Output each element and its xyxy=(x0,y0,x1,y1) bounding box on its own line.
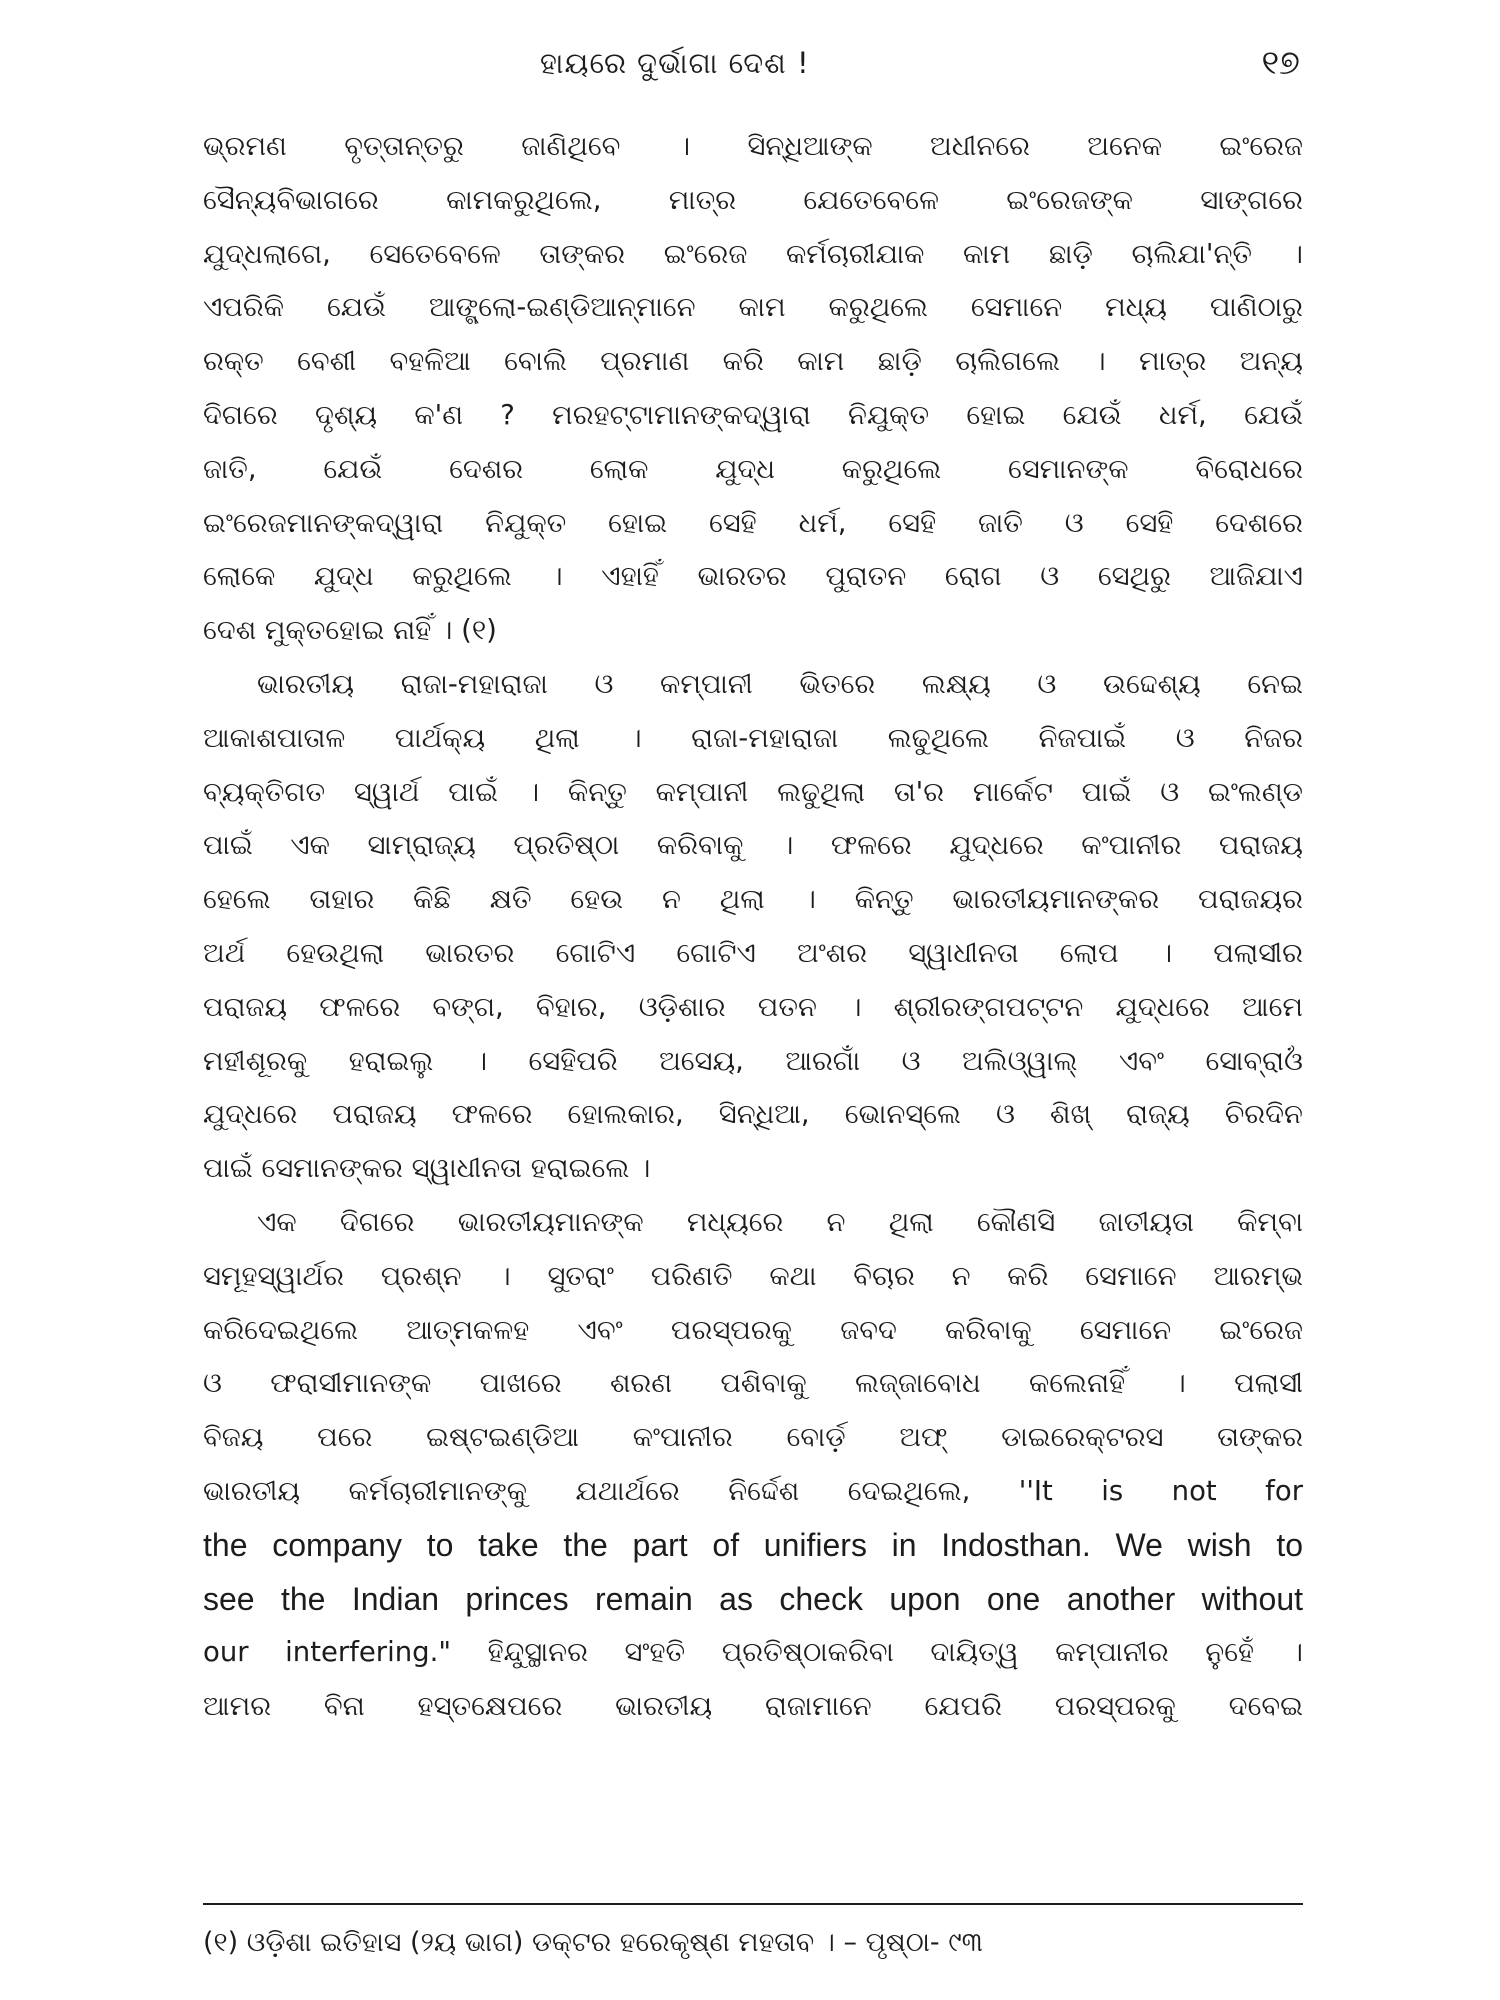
text-line: ପାଇଁ ଏକ ସାମ୍ରାଜ୍ୟ ପ୍ରତିଷ୍ଠା କରିବାକୁ । ଫଳରେ ଯୁଦ୍ଧରେ କଂପାନୀର ପରାଜୟ xyxy=(203,829,1303,862)
text-line: ଲୋକେ ଯୁଦ୍ଧ କରୁଥିଲେ । ଏହାହିଁ ଭାରତର ପୁରାତନ ରୋଗ ଓ ସେଥିରୁ ଆଜିଯାଏ xyxy=(203,560,1303,593)
text-line: ରକ୍ତ ବେଶୀ ବହଳିଆ ବୋଲି ପ୍ରମାଣ କରି କାମ ଛାଡ଼ି ଚାଲିଗଲେ । ମାତ୍ର ଅନ୍ୟ xyxy=(203,345,1303,378)
running-header xyxy=(200,38,1300,88)
text-line: ସୈନ୍ୟବିଭାଗରେ କାମକରୁଥିଲେ, ମାତ୍ର ଯେତେବେଳେ ଇଂରେଜଙ୍କ ସାଙ୍ଗରେ xyxy=(203,183,1303,216)
text-line: ଜାତି, ଯେଉଁ ଦେଶର ଲୋକ ଯୁଦ୍ଧ କରୁଥିଲେ ସେମାନଙ୍କ ବିରୋଧରେ xyxy=(203,452,1303,485)
text-line: ଭାରତୀୟ ରାଜା-ମହାରାଜା ଓ କମ୍ପାନୀ ଭିତରେ ଲକ୍ଷ୍ୟ ଓ ଉଦ୍ଦେଶ୍ୟ ନେଇ xyxy=(257,667,1303,700)
running-title: ହାୟରେ ଦୁର୍ଭାଗା ଦେଶ ! xyxy=(540,46,810,80)
text-line: ସମୂହସ୍ୱାର୍ଥର ପ୍ରଶ୍ନ । ସୁତରାଂ ପରିଣତି କଥା ବିଚାର ନ କରି ସେମାନେ ଆରମ୍ଭ xyxy=(203,1259,1303,1292)
text-line: ଇଂରେଜମାନଙ୍କଦ୍ୱାରା ନିଯୁକ୍ତ ହୋଇ ସେହି ଧର୍ମ, ସେହି ଜାତି ଓ ସେହି ଦେଶରେ xyxy=(203,506,1303,539)
text-line: ଏକ ଦିଗରେ ଭାରତୀୟମାନଙ୍କ ମଧ୍ୟରେ ନ ଥିଲା କୌଣସି ଜାତୀୟତା କିମ୍ବା xyxy=(257,1205,1303,1238)
text-line: ଆକାଶପାତାଳ ପାର୍ଥକ୍ୟ ଥିଲା । ରାଜା-ମହାରାଜା ଲଢୁଥିଲେ ନିଜପାଇଁ ଓ ନିଜର xyxy=(203,721,1303,754)
text-line: ବିଜୟ ପରେ ଇଷ୍ଟଇଣ୍ଡିଆ କଂପାନୀର ବୋର୍ଡ଼ ଅଫ୍ ଡାଇରେକ୍ଟରସ ତାଙ୍କର xyxy=(203,1421,1303,1454)
text-line: ଯୁଦ୍ଧରେ ପରାଜୟ ଫଳରେ ହୋଲକାର, ସିନ୍ଧିଆ, ଭୋନସ୍‌ଲେ ଓ ଶିଖ୍ ରାଜ୍ୟ ଚିରଦିନ xyxy=(203,1098,1303,1131)
text-line: ଆମର ବିନା ହସ୍ତକ୍ଷେପରେ ଭାରତୀୟ ରାଜାମାନେ ଯେପରି ପରସ୍ପରକୁ ଦବେଇ xyxy=(203,1690,1303,1723)
text-line: ଯୁଦ୍ଧଲାଗେ, ସେତେବେଳେ ତାଙ୍କର ଇଂରେଜ କର୍ମଚାରୀଯାକ କାମ ଛାଡ଼ି ଚାଲିଯା'ନ୍ତି । xyxy=(203,237,1303,270)
text-line: ପାଇଁ ସେମାନଙ୍କର ସ୍ୱାଧୀନତା ହରାଇଲେ । xyxy=(203,1152,651,1185)
text-line: ଏପରିକି ଯେଉଁ ଆଙ୍ଗ୍ଲୋ-ଇଣ୍ଡିଆନ୍‌ମାନେ କାମ କରୁଥିଲେ ସେମାନେ ମଧ୍ୟ ପାଣିଠାରୁ xyxy=(203,291,1303,324)
text-line: ପରାଜୟ ଫଳରେ ବଙ୍ଗ, ବିହାର, ଓଡ଼ିଶାର ପତନ । ଶ୍ରୀରଙ୍ଗପଟ୍ଟନ ଯୁଦ୍ଧରେ ଆମେ xyxy=(203,990,1303,1023)
text-line: our interfering." ହିନ୍ଦୁସ୍ଥାନର ସଂହତି ପ୍ରତିଷ୍ଠାକରିବା ଦାୟିତ୍ୱ କମ୍ପାନୀର ନୁହେଁ । xyxy=(203,1636,1303,1669)
page-number: ୧୭ xyxy=(1261,43,1300,83)
text-line: ଓ ଫରାସୀମାନଙ୍କ ପାଖରେ ଶରଣ ପଶିବାକୁ ଲଜ୍ଜାବୋଧ କଲେନାହିଁ । ପଲାସୀ xyxy=(203,1367,1303,1400)
text-line: ହେଲେ ତାହାର କିଛି କ୍ଷତି ହେଉ ନ ଥିଲା । କିନ୍ତୁ ଭାରତୀୟମାନଙ୍କର ପରାଜୟର xyxy=(203,883,1303,916)
text-line: କରିଦେଇଥିଲେ ଆତ୍ମକଳହ ଏବଂ ପରସ୍ପରକୁ ଜବଦ କରିବାକୁ ସେମାନେ ଇଂରେଜ xyxy=(203,1313,1303,1346)
text-line: ଦିଗରେ ଦୃଶ୍ୟ କ'ଣ ? ମରହଟ୍ଟାମାନଙ୍କଦ୍ୱାରା ନିଯୁକ୍ତ ହୋଇ ଯେଉଁ ଧର୍ମ, ଯେଉଁ xyxy=(203,398,1303,431)
footnote-divider xyxy=(203,1903,1303,1905)
text-line: see the Indian princes remain as check upon one another without xyxy=(203,1580,1303,1617)
text-line: ଭାରତୀୟ କର୍ମଚାରୀମାନଙ୍କୁ ଯଥାର୍ଥରେ ନିର୍ଦ୍ଦେଶ ଦେଇଥିଲେ, ''It is not for xyxy=(203,1474,1303,1507)
text-line: ଦେଶ ମୁକ୍ତହୋଇ ନାହିଁ । (୧) xyxy=(203,614,497,647)
text-line: the company to take the part of unifiers in Indosthan. We wish to xyxy=(203,1526,1303,1563)
text-line: ବ୍ୟକ୍ତିଗତ ସ୍ୱାର୍ଥ ପାଇଁ । କିନ୍ତୁ କମ୍ପାନୀ ଲଢୁଥିଲା ତା'ର ମାର୍କେଟ ପାଇଁ ଓ ଇଂଲଣ୍ଡ xyxy=(203,775,1303,808)
text-line: ଭ୍ରମଣ ବୃତ୍ତାନ୍ତରୁ ଜାଣିଥିବେ । ସିନ୍ଧିଆଙ୍କ ଅଧୀନରେ ଅନେକ ଇଂରେଜ xyxy=(203,130,1303,162)
text-line: ଅର୍ଥ ହେଉଥିଲା ଭାରତର ଗୋଟିଏ ଗୋଟିଏ ଅଂଶର ସ୍ୱାଧୀନତା ଲୋପ । ପଲାସୀର xyxy=(203,936,1303,969)
text-line: ମହୀଶୂରକୁ ହରାଇଲୁ । ସେହିପରି ଅସେୟ, ଆରଗାଁ ଓ ଅଲିଓ୍ୱାଲ୍ ଏବଂ ସୋବ୍ରାଓଁ xyxy=(203,1044,1303,1077)
footnote: (୧) ଓଡ଼ିଶା ଇତିହାସ (୨ୟ ଭାଗ) ଡକ୍ଟର ହରେକୃଷ୍ଣ ମହତାବ । – ପୃଷ୍ଠା- ୯୩ xyxy=(203,1927,983,1958)
body-text xyxy=(203,120,1303,1734)
